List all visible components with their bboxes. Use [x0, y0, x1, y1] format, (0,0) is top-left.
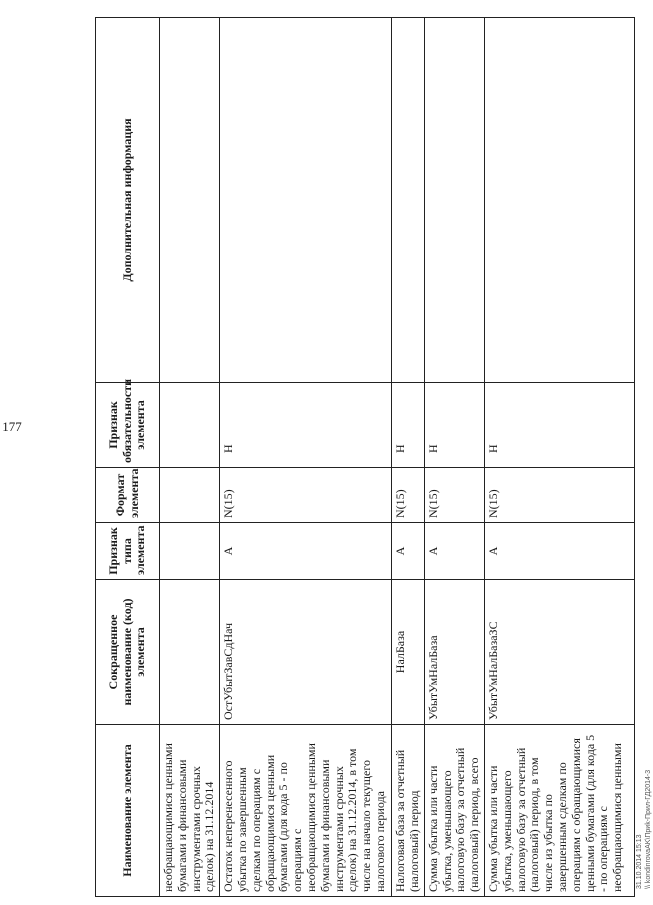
cell-format: N(15): [220, 468, 392, 523]
cell-name: Сумма убытка или части убытка, уменьшающего налоговую базу за отчетный (налоговый) период, всего: [424, 725, 484, 897]
table-header-row: [96, 18, 160, 897]
cell-name: необращающимися ценными бумагами и финансовыми инструментами срочных сделок) на 31.12.2014: [160, 725, 220, 897]
cell-required: Н: [424, 383, 484, 468]
cell-info: [160, 18, 220, 383]
header-element-name: Наименование элемента: [96, 725, 160, 897]
rotated-page: [2, 17, 653, 897]
table-row: [424, 18, 484, 897]
cell-required: [160, 383, 220, 468]
table-row: [220, 18, 392, 897]
header-additional-info: Дополнительная информация: [96, 18, 160, 383]
cell-info: [484, 18, 634, 383]
table-row: [392, 18, 425, 897]
cell-format: N(15): [424, 468, 484, 523]
cell-type: А: [424, 523, 484, 580]
header-element-code: Сокращенное наименование (код) элемента: [96, 580, 160, 725]
header-element-type: Признак типа элемента: [96, 523, 160, 580]
cell-code: УбытУмНалБазаЗС: [484, 580, 634, 725]
header-element-required: Признак обязательности элемента: [96, 383, 160, 468]
cell-required: Н: [392, 383, 425, 468]
cell-type: [160, 523, 220, 580]
cell-required: Н: [484, 383, 634, 468]
cell-info: [424, 18, 484, 383]
cell-code: УбытУмНалБаза: [424, 580, 484, 725]
cell-name: Налоговая база за отчетный (налоговый) период: [392, 725, 425, 897]
cell-type: А: [484, 523, 634, 580]
cell-name: Остаток неперенесенного убытка по завершенным сделкам по операциям с обращающимися ценными бумагами (для кода 5 - по операциям с необращающимися ценными бумагами и финансовыми инструментами срочных сделок) на 31.12.2014, в том числе на начало текущего налогового периода: [220, 725, 392, 897]
footer-timestamp: 31.10.2014 15:13: [636, 834, 643, 889]
header-element-format: Формат элемента: [96, 468, 160, 523]
cell-type: А: [220, 523, 392, 580]
table-row: [160, 18, 220, 897]
cell-code: [160, 580, 220, 725]
cell-code: НалБаза: [392, 580, 425, 725]
cell-required: Н: [220, 383, 392, 468]
footer-file-path: \\ kondinrovaAK\Приk-Прил-ГД2014-3: [645, 769, 653, 889]
cell-format: [160, 468, 220, 523]
cell-type: А: [392, 523, 425, 580]
table-row: [484, 18, 634, 897]
cell-code: ОстУбытЗавСдНач: [220, 580, 392, 725]
cell-info: [220, 18, 392, 383]
cell-name: Сумма убытка или части убытка, уменьшающего налоговую базу за отчетный (налоговый) период, в том числе из убытка по завершенным сделкам по операциям с обращающимися ценными бумагами (для кода 5 - по операциям с необращающимися ценными: [484, 725, 634, 897]
print-footer: [635, 770, 653, 889]
cell-format: N(15): [484, 468, 634, 523]
cell-format: N(15): [392, 468, 425, 523]
page-number: 177: [2, 419, 22, 434]
cell-info: [392, 18, 425, 383]
element-spec-table: [95, 17, 635, 897]
